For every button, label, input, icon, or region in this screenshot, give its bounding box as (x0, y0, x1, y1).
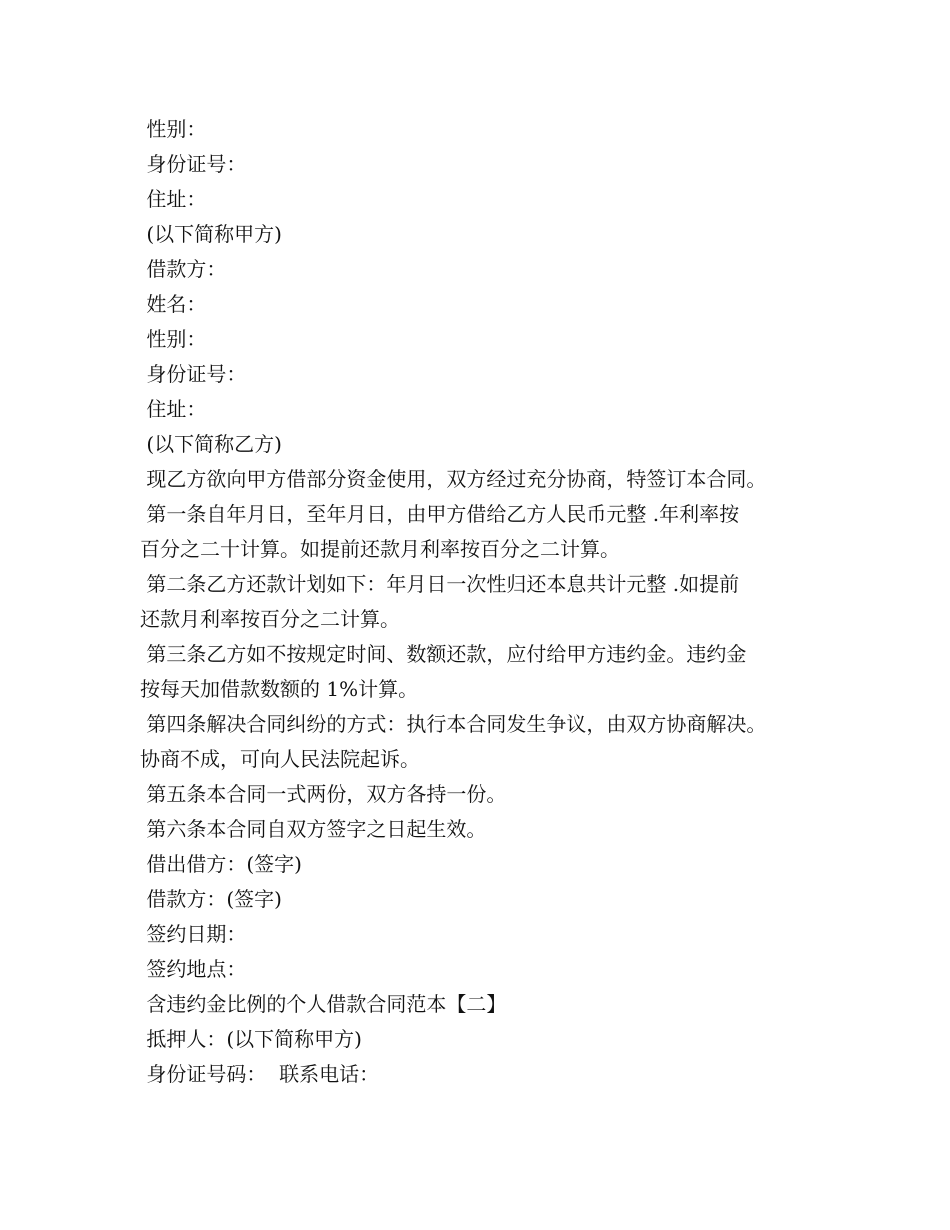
document-page (140, 112, 830, 1092)
text-line-id-lender: 身份证号： (140, 152, 247, 176)
text-line-borrower-heading: 借款方： (140, 257, 227, 281)
text-line-mortgagor: 抵押人：(以下简称甲方) (140, 1027, 362, 1051)
text-line-borrower-signature: 借款方：(签字) (140, 887, 282, 911)
text-line-article-1-b: 百分之二十计算。如提前还款月利率按百分之二计算。 (140, 537, 620, 561)
text-line-article-2-b: 还款月利率按百分之二计算。 (140, 607, 400, 631)
text-line-address-borrower: 住址： (140, 397, 207, 421)
text-line-sign-place: 签约地点： (140, 957, 247, 981)
text-line-id-phone: 身份证号码： 联系电话： (140, 1062, 380, 1086)
text-line-article-2-a: 第二条乙方还款计划如下：年月日一次性归还本息共计元整 .如提前 (140, 572, 740, 596)
text-line-article-4-b: 协商不成，可向人民法院起诉。 (140, 747, 420, 771)
text-line-lender-signature: 借出借方：(签字) (140, 852, 302, 876)
text-line-section-heading-2: 含违约金比例的个人借款合同范本【二】 (140, 992, 507, 1016)
text-line-sign-date: 签约日期： (140, 922, 247, 946)
text-line-article-5: 第五条本合同一式两份，双方各持一份。 (140, 782, 507, 806)
text-line-gender-borrower: 性别： (140, 327, 207, 351)
text-line-gender-lender: 性别： (140, 117, 207, 141)
text-line-party-b-note: (以下简称乙方) (140, 432, 282, 456)
text-line-party-a-note: (以下简称甲方) (140, 222, 282, 246)
text-line-article-6: 第六条本合同自双方签字之日起生效。 (140, 817, 487, 841)
text-line-article-3-b: 按每天加借款数额的 1%计算。 (140, 677, 419, 701)
text-line-name-borrower: 姓名： (140, 292, 207, 316)
text-line-article-3-a: 第三条乙方如不按规定时间、数额还款，应付给甲方违约金。违约金 (140, 642, 747, 666)
text-line-article-4-a: 第四条解决合同纠纷的方式：执行本合同发生争议，由双方协商解决。 (140, 712, 767, 736)
text-line-id-borrower: 身份证号： (140, 362, 247, 386)
text-line-article-1-a: 第一条自年月日，至年月日，由甲方借给乙方人民币元整 .年利率按 (140, 502, 740, 526)
text-line-address-lender: 住址： (140, 187, 207, 211)
text-line-preamble: 现乙方欲向甲方借部分资金使用，双方经过充分协商，特签订本合同。 (140, 467, 767, 491)
